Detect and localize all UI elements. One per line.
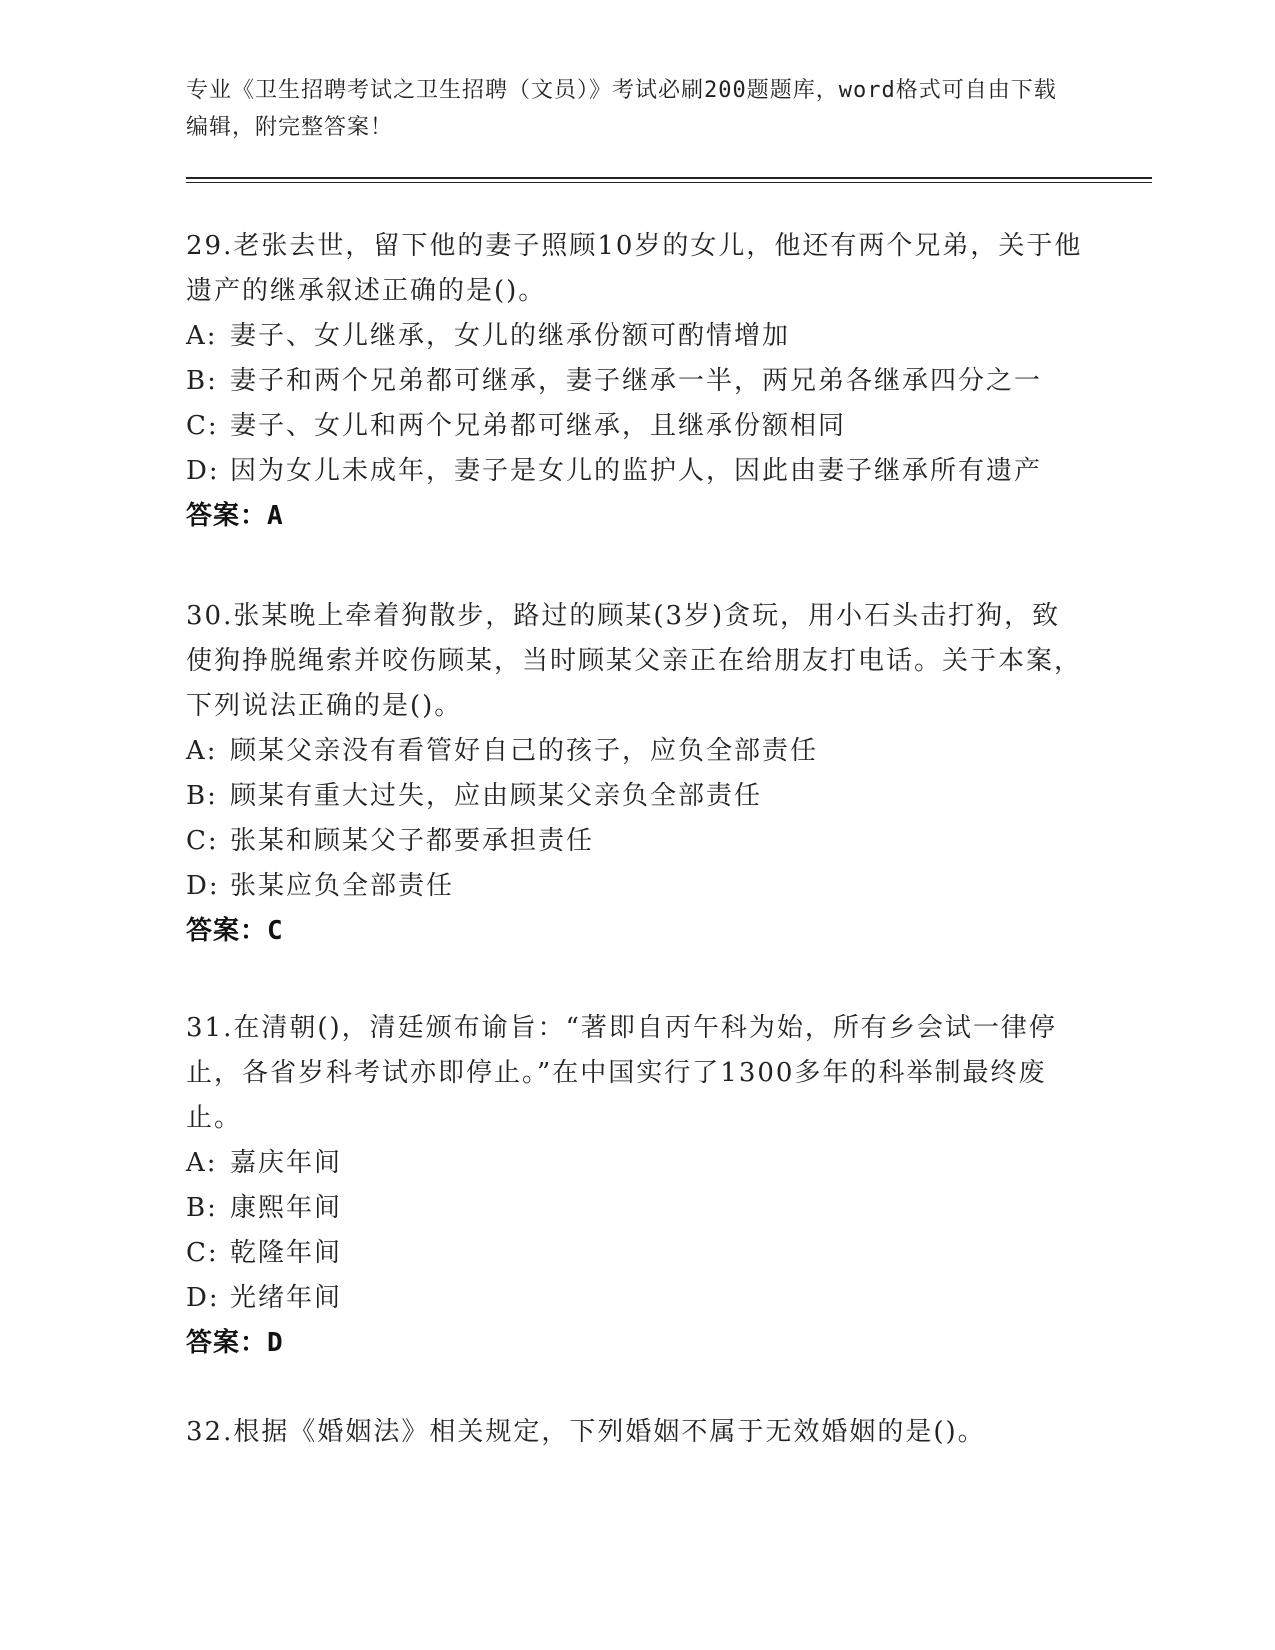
header-divider-thin — [186, 182, 1152, 183]
option-text: 因为女儿未成年，妻子是女儿的监护人，因此由妻子继承所有遗产 — [230, 456, 1043, 486]
option-text: 张某和顾某父子都要承担责任 — [230, 826, 595, 856]
header-intro: 专业《卫生招聘考试之卫生招聘（文员）》考试必刷200题题库，word格式可自由下载编辑，附完整答案！ — [186, 78, 1057, 140]
question-31 — [186, 1006, 1086, 1366]
question-30 — [186, 594, 1086, 954]
question-text: 30.张某晚上牵着狗散步，路过的顾某(3岁)贪玩，用小石头击打狗，致使狗挣脱绳索并咬伤顾某，当时顾某父亲正在给朋友打电话。关于本案，下列说法正确的是()。 — [186, 601, 1083, 721]
option-key: D: — [186, 871, 220, 901]
option-a — [186, 729, 1086, 774]
option-text: 张某应负全部责任 — [230, 871, 455, 901]
option-d — [186, 864, 1086, 909]
option-b — [186, 359, 1086, 404]
option-text: 妻子和两个兄弟都可继承，妻子继承一半，两兄弟各继承四分之一 — [230, 366, 1043, 396]
option-text: 顾某有重大过失，应由顾某父亲负全部责任 — [230, 781, 763, 811]
option-d — [186, 1276, 1086, 1321]
option-b — [186, 1186, 1086, 1231]
option-key: C: — [186, 826, 219, 856]
option-key: A: — [186, 321, 218, 351]
option-key: D: — [186, 456, 220, 486]
option-key: A: — [186, 1148, 218, 1178]
option-text: 嘉庆年间 — [230, 1148, 343, 1178]
option-c — [186, 819, 1086, 864]
option-b — [186, 774, 1086, 819]
option-text: 康熙年间 — [230, 1193, 343, 1223]
answer-label: 答案：C — [186, 916, 284, 946]
option-key: B: — [186, 1193, 218, 1223]
option-a — [186, 1141, 1086, 1186]
option-text: 光绪年间 — [230, 1283, 343, 1313]
option-c — [186, 404, 1086, 449]
option-text: 顾某父亲没有看管好自己的孩子，应负全部责任 — [230, 736, 819, 766]
option-key: C: — [186, 411, 219, 441]
option-text: 妻子、女儿继承，女儿的继承份额可酌情增加 — [230, 321, 791, 351]
question-32 — [186, 1410, 1086, 1455]
option-c — [186, 1231, 1086, 1276]
question-text: 29.老张去世，留下他的妻子照顾10岁的女儿，他还有两个兄弟，关于他遗产的继承叙述正确的是()。 — [186, 231, 1083, 306]
option-key: D: — [186, 1283, 220, 1313]
answer-label: 答案：D — [186, 1328, 284, 1358]
option-key: A: — [186, 736, 218, 766]
answer-label: 答案：A — [186, 501, 284, 531]
question-text: 32.根据《婚姻法》相关规定，下列婚姻不属于无效婚姻的是()。 — [186, 1417, 986, 1447]
option-key: B: — [186, 781, 218, 811]
option-key: B: — [186, 366, 218, 396]
header-divider — [186, 177, 1152, 179]
option-d — [186, 449, 1086, 494]
option-key: C: — [186, 1238, 219, 1268]
option-text: 乾隆年间 — [230, 1238, 343, 1268]
option-a — [186, 314, 1086, 359]
question-29 — [186, 224, 1086, 539]
option-text: 妻子、女儿和两个兄弟都可继承，且继承份额相同 — [230, 411, 847, 441]
question-text: 31.在清朝()，清廷颁布谕旨：“著即自丙午科为始，所有乡会试一律停止，各省岁科考试亦即停止。”在中国实行了1300多年的科举制最终废止。 — [186, 1013, 1057, 1133]
